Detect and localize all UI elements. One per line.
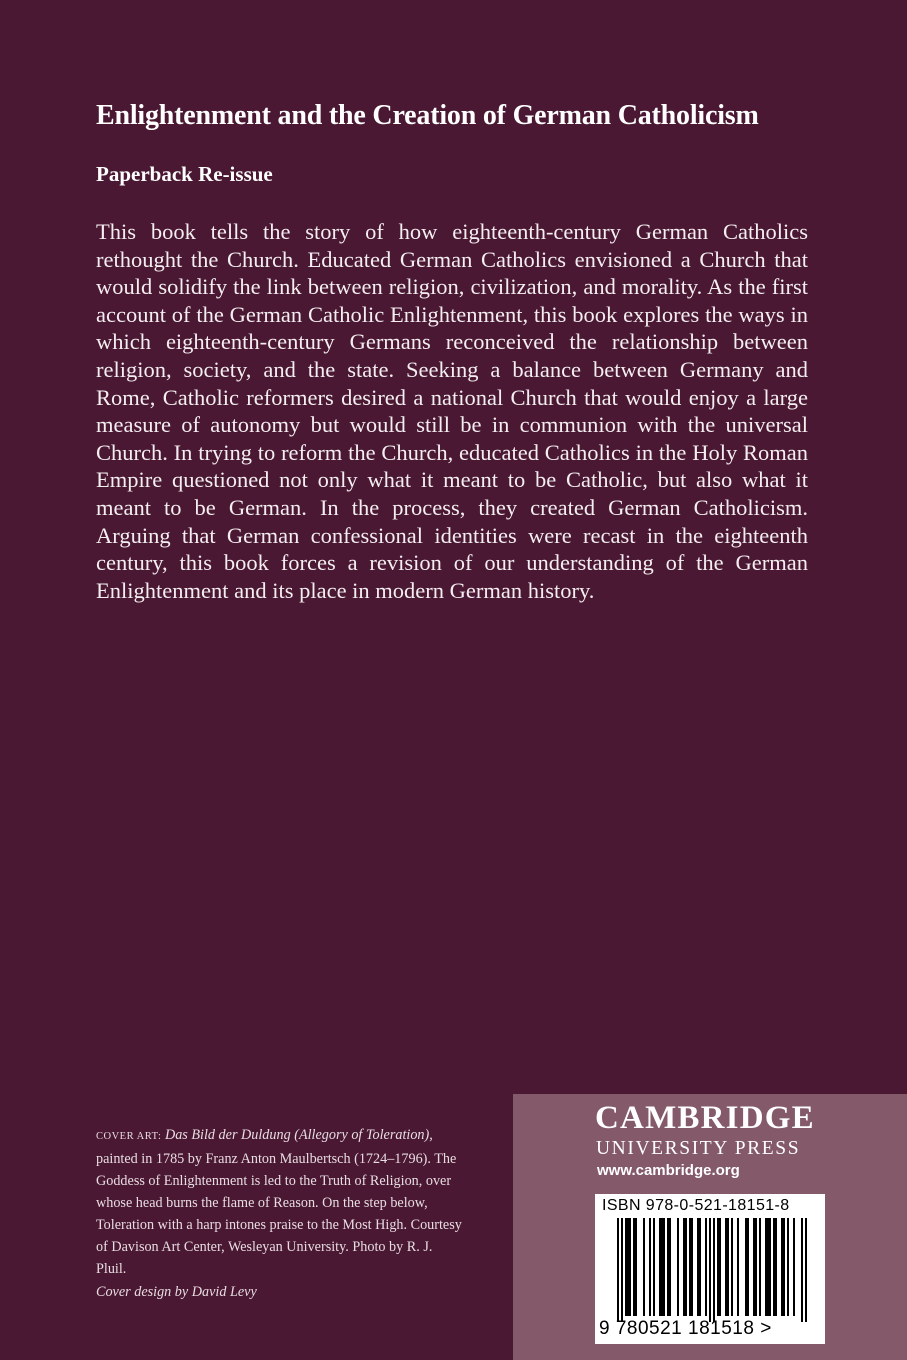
barcode-bar xyxy=(793,1218,795,1316)
barcode-bar xyxy=(727,1218,729,1316)
barcode-bar xyxy=(627,1218,629,1316)
barcode-bar xyxy=(769,1218,771,1316)
publisher-subname: UNIVERSITY PRESS xyxy=(596,1138,801,1159)
barcode-bar xyxy=(643,1218,645,1316)
publisher-url: www.cambridge.org xyxy=(597,1162,740,1179)
barcode-bar xyxy=(635,1218,637,1316)
book-blurb: This book tells the story of how eighteenth-century German Catholics rethought the Church. Educated German Catholics envisioned a Church that would solidify the link between religion, civilization, and morality. As the first account of the German Catholic Enlightenment, this book explores the ways in which eighteenth-century Germans reconceived the relationship between religion, society, and the state. Seeking a balance between Germany and Rome, Catholic reformers desired a national Church that would enjoy a large measure of autonomy but would still be in communion with the universal Church. In trying to reform the Church, educated Catholics in the Holy Roman Empire questioned not only what it meant to be Catholic, but also what it meant to be German. In the process, they created German Catholicism. Arguing that German confessional identities were recast in the eighteenth century, this book forces a revision of our understanding of the German Enlightenment and its place in modern German history. xyxy=(96,219,808,603)
barcode-bar xyxy=(667,1218,669,1316)
edition-label: Paperback Re-issue xyxy=(96,162,273,186)
barcode-bar xyxy=(787,1218,789,1316)
barcode-bar xyxy=(745,1218,747,1316)
barcode-bar xyxy=(661,1218,663,1316)
barcode-bar xyxy=(691,1218,693,1316)
barcode-bar xyxy=(617,1218,619,1322)
barcode-bar xyxy=(805,1218,807,1322)
barcode-bar xyxy=(737,1218,739,1316)
barcode-bar xyxy=(669,1218,671,1316)
barcode-bar xyxy=(773,1218,775,1316)
barcode-bar xyxy=(683,1218,685,1316)
barcode-bar xyxy=(767,1218,769,1316)
barcode-bar xyxy=(699,1218,701,1316)
barcode-bar xyxy=(759,1218,761,1316)
barcode-bar xyxy=(801,1218,803,1322)
cover-art-credit xyxy=(96,1124,466,1280)
barcode-bar xyxy=(781,1218,783,1316)
book-title: Enlightenment and the Creation of German Catholicism xyxy=(96,100,759,131)
barcode-bar xyxy=(663,1218,665,1316)
barcode-bar xyxy=(705,1218,707,1316)
barcode-bar xyxy=(653,1218,655,1316)
barcode-bar xyxy=(633,1218,635,1316)
barcode-bar xyxy=(725,1218,727,1316)
barcode-bar xyxy=(765,1218,767,1316)
barcode-bar xyxy=(621,1218,623,1322)
barcode-bar xyxy=(689,1218,691,1316)
barcode-bar xyxy=(649,1218,651,1316)
barcode-bar xyxy=(747,1218,749,1316)
publisher-name: CAMBRIDGE xyxy=(595,1100,815,1136)
barcode-bar xyxy=(709,1218,711,1322)
barcode-bar xyxy=(659,1218,661,1316)
barcode-bar xyxy=(629,1218,631,1316)
cover-art-title: Das Bild der Duldung (Allegory of Toleration) xyxy=(164,1127,430,1143)
barcode-bar xyxy=(783,1218,785,1316)
barcode-bar xyxy=(731,1218,733,1316)
barcode-bar xyxy=(753,1218,755,1316)
barcode-bar xyxy=(697,1218,699,1316)
barcode-bar xyxy=(755,1218,757,1316)
barcode-bar xyxy=(685,1218,687,1316)
isbn-label: ISBN 978-0-521-18151-8 xyxy=(602,1197,790,1214)
isbn-barcode xyxy=(595,1194,825,1344)
barcode-digits: 9 780521 181518 > xyxy=(599,1318,772,1339)
cover-art-description: , painted in 1785 by Franz Anton Maulbertsch (1724–1796). The Goddess of Enlightenment is led to the Truth of Religion, over whose head burns the flame of Reason. On the step below, Toleration with a harp intones praise to the Most High. Courtesy of Davison Art Center, Wesleyan University. Photo by R. J. Pluil. xyxy=(96,1127,462,1277)
barcode-bar xyxy=(625,1218,627,1316)
publisher-panel xyxy=(513,1094,907,1360)
barcode-bar xyxy=(677,1218,679,1316)
barcode-bar xyxy=(717,1218,719,1316)
barcode-bar xyxy=(719,1218,721,1316)
cover-art-label: COVER ART: xyxy=(96,1131,162,1142)
cover-design-credit: Cover design by David Levy xyxy=(96,1284,257,1300)
barcode-bar xyxy=(713,1218,715,1322)
barcode-bar xyxy=(775,1218,777,1316)
